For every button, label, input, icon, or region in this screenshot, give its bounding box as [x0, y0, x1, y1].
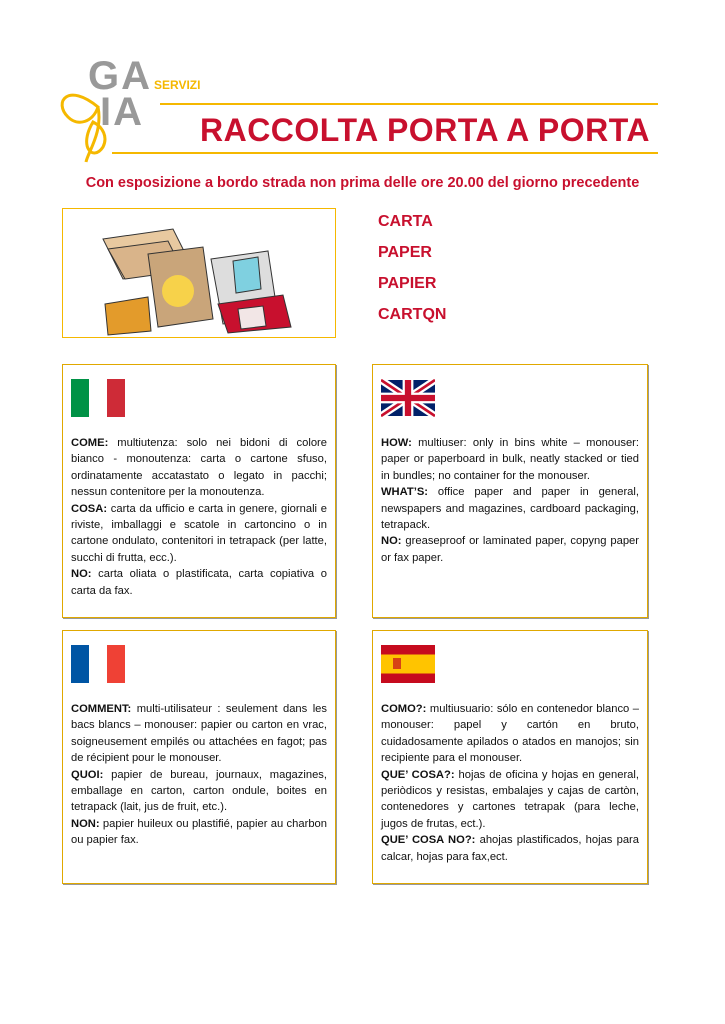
italy-flag-icon	[71, 379, 125, 417]
how-text: multiutenza: solo nei bidoni di colore bianco - monoutenza: carta o cartone sfuso, ordinatamente accatastato o legato in pacchi; nessun contenitore per la monoutenza.	[71, 437, 327, 499]
page-subtitle: Con esposizione a bordo strada non prima delle ore 20.00 del giorno precedente	[85, 175, 640, 191]
gaia-logo	[48, 52, 208, 172]
spain-flag-icon	[381, 645, 435, 683]
card-english	[372, 364, 648, 618]
what-label: QUOI:	[71, 768, 104, 781]
word-italian: CARTA	[378, 213, 433, 230]
how-text: multiuser: only in bins white – monouser: paper or paperboard in bulk, neatly stacked or tied in bundles; no container for the monouser.	[381, 437, 639, 482]
uk-flag-icon	[381, 379, 435, 417]
word-french: PAPIER	[378, 275, 437, 292]
card-italian-text	[71, 435, 327, 599]
what-text: carta da ufficio e carta in genere, giornali e riviste, imballaggi e scatole in cartoncino o in cartone ondulato, contenitori in tetrapack (per latte, succhi di frutta, ecc.).	[71, 502, 327, 564]
logo-text-bottom: IA	[100, 90, 144, 134]
how-text: multiusuario: sólo en contenedor blanco – monouser: papel y cartón en bruto, cuidadosamente apilados o atados en manojos; sin recipiente para el monouser.	[381, 703, 639, 765]
logo-text-top: GA	[88, 54, 152, 98]
what-text: hojas de oficina y hojas en general, periòdicos y resistas, embalajes y cajas de cartòn, contenedores y cartones tetrapak (para leche, jugos de frutas, ect.).	[381, 768, 639, 830]
how-label: HOW:	[381, 437, 412, 449]
no-text: carta oliata o plastificata, carta copiativa o carta da fax.	[71, 568, 327, 597]
page-title: RACCOLTA PORTA A PORTA	[199, 112, 651, 148]
what-label: QUE’ COSA?:	[381, 768, 455, 781]
card-french-text	[71, 701, 327, 849]
how-label: COMO?:	[381, 703, 427, 715]
france-flag-icon	[71, 645, 125, 683]
word-english: PAPER	[378, 244, 432, 261]
what-label: WHAT’S:	[381, 486, 429, 499]
what-label: COSA:	[71, 502, 108, 515]
no-text: greaseproof or laminated paper, copyng paper or fax paper.	[381, 535, 639, 564]
no-label: NO:	[71, 568, 92, 581]
card-spanish-text	[381, 701, 639, 865]
card-french	[62, 630, 336, 884]
card-spanish	[372, 630, 648, 884]
word-spanish: CARTQN	[378, 306, 447, 323]
no-label: NO:	[381, 535, 402, 548]
what-text: office paper and paper in general, newspapers and magazines, cardboard packaging, tetrapack.	[381, 486, 639, 532]
how-label: COME:	[71, 437, 109, 449]
paper-illustration-box	[62, 208, 336, 338]
how-text: multi-utilisateur : seulement dans les bacs blancs – monouser: papier ou carton en vrac, soigneusement empilés ou attachées en fagot; pas de récipient pour le monouser.	[71, 703, 327, 765]
what-text: papier de bureau, journaux, magazines, emballage en carton, carton ondule, boites en tetrapack (lait, jus de fruit, etc.).	[71, 768, 327, 814]
no-label: NON:	[71, 817, 100, 830]
no-label: QUE’ COSA NO?:	[381, 834, 476, 847]
title-divider	[112, 152, 658, 154]
card-english-text	[381, 435, 639, 566]
no-text: ahojas plastificados, hojas para calcar, hojas para fax,ect.	[381, 834, 639, 863]
top-divider	[160, 103, 658, 105]
no-text: papier huileux ou plastifié, papier au charbon ou papier fax.	[71, 817, 327, 847]
card-italian	[62, 364, 336, 618]
how-label: COMMENT:	[71, 703, 132, 715]
paper-waste-illustration	[63, 209, 335, 337]
logo-tagline: SERVIZI	[154, 78, 201, 92]
